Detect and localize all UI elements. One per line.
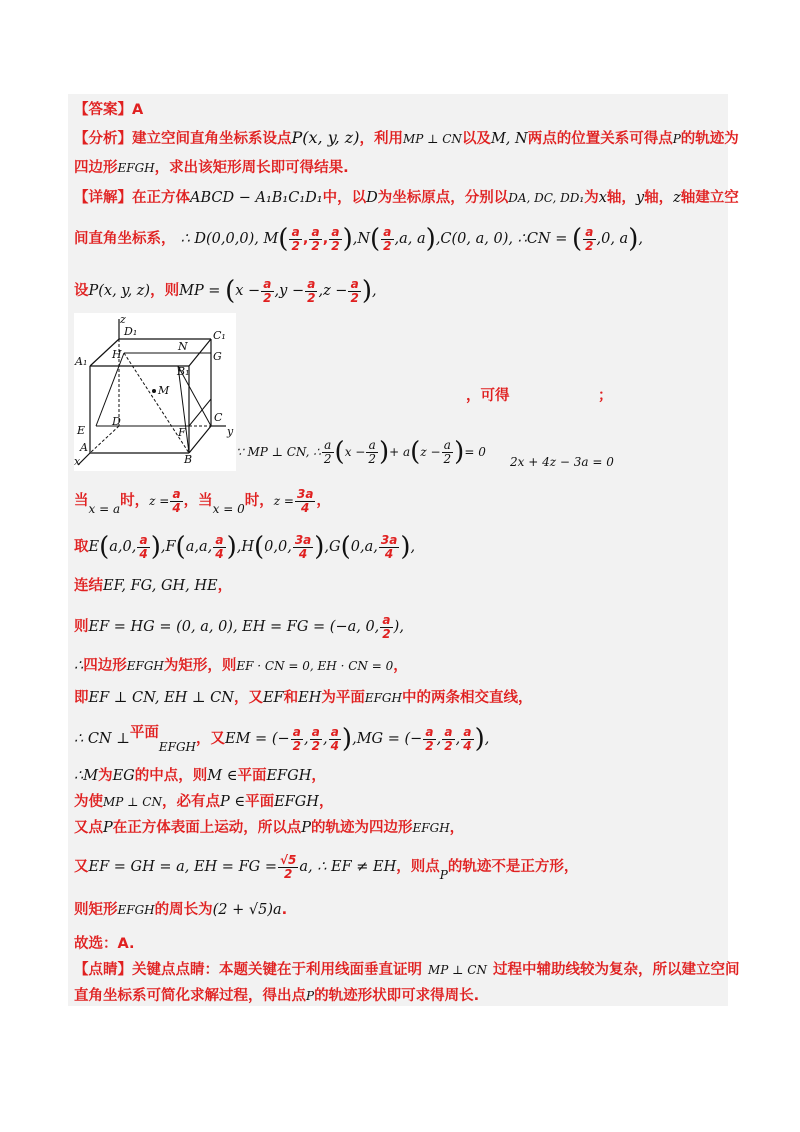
cube-figure <box>74 313 236 471</box>
detail-text: 又 <box>74 859 89 875</box>
comment-text: 过程中辅助线较为复杂，所以建立空间 <box>492 962 740 978</box>
analysis-text: 的轨迹为 <box>680 131 739 147</box>
point-p: P(x, y, z) <box>88 283 151 299</box>
detail-text: ， <box>316 493 331 509</box>
detail-tag: 【详解】 <box>74 190 132 206</box>
detail-line-3: 设P(x, y, z)，则MP = (x − $\frac{a}{2}$ ,y − $\frac{a}{2}$ ,z − $\frac{a}{2}$ ), <box>74 276 377 306</box>
detail-text: 则 <box>74 619 89 635</box>
point-p: P <box>672 132 681 146</box>
vector-mg: MG = (− <box>356 731 423 747</box>
need-line <box>74 792 333 812</box>
mp-perp-cn: MP ⊥ CN <box>103 795 162 809</box>
vector-values: EF = HG = (0, a, 0), EH = FG = (−a, 0, <box>88 619 380 635</box>
answer-tag: 【答案】 <box>74 102 132 118</box>
detail-text: ，当 <box>183 493 213 509</box>
detail-text: ， <box>217 578 233 594</box>
perp-line <box>74 688 532 708</box>
quad-efgh: EFGH <box>266 768 312 784</box>
detail-text: ，又 <box>233 690 263 706</box>
detail-text: 的周长为 <box>154 902 213 918</box>
detail-text: 又点 <box>74 820 103 836</box>
frac-a-4: $\frac{a}{4}$ <box>139 532 148 561</box>
dot-products: EF · CN = 0, EH · CN = 0 <box>236 659 394 673</box>
perimeter-line <box>74 900 287 920</box>
n-coords: a, a <box>399 231 426 247</box>
detail-text: 为坐标原点，分别以 <box>377 190 509 206</box>
frac-a-2: $\frac{a}{2}$ <box>382 612 391 641</box>
rect-line <box>74 656 408 676</box>
axes-vectors: DA, DC, DD₁ <box>508 191 585 205</box>
line-ef: EF <box>262 690 284 706</box>
detail-text: 间直角坐标系， <box>74 231 176 247</box>
comment-tag: 【点睛】 <box>74 962 132 978</box>
mp-y: y − <box>279 283 305 299</box>
segment-eg: EG <box>112 768 135 784</box>
detail-text: ，必有点 <box>161 794 220 810</box>
perimeter-value: (2 + √5)a <box>212 902 282 918</box>
analysis-text: 两点的位置关系可得点 <box>527 131 673 147</box>
detail-text: ，可得 <box>466 388 510 404</box>
analysis-text: 建立空间直角坐标系设点 <box>132 131 292 147</box>
answer-line <box>74 100 143 120</box>
quad-efgh: EFGH <box>158 740 197 754</box>
detail-text: 时， <box>244 493 274 509</box>
lengths-line <box>74 852 578 882</box>
midpoint-line <box>74 766 326 786</box>
comment-text: 的轨迹形状即可求得周长. <box>314 988 480 1004</box>
detail-text: 轴建立空 <box>680 190 739 206</box>
detail-text: 轴， <box>644 190 674 206</box>
detail-text: ， <box>393 658 408 674</box>
take-line: 取E(a,0, $\frac{a}{4}$ ),F(a,a, $\frac{a}{4}$ ),H(0,0, $\frac{3a}{4}$ ),G(0,a, $\frac{3a}{4}$ ), <box>74 532 416 562</box>
fig-label: B₁ <box>177 365 190 378</box>
detail-text: 为矩形，则 <box>163 658 237 674</box>
fig-label: x <box>74 455 81 468</box>
eq-part: x − <box>344 445 366 459</box>
frac-a-2: $\frac{a}{2}$ <box>350 276 359 305</box>
quad-efgh: EFGH <box>126 659 164 673</box>
frac-a-2: $\frac{a}{2}$ <box>585 224 594 253</box>
point-n: N <box>357 231 371 247</box>
frac-a-2: $\frac{a}{2}$ <box>291 224 300 253</box>
comment-text: 关键点点睛：本题关键在于利用线面垂直证明 <box>132 962 422 978</box>
fig-label: M <box>158 384 170 397</box>
x-eq-0: x = 0 <box>212 502 245 516</box>
detail-text: 中的两条相交直线， <box>401 690 533 706</box>
mp-perp-cn: MP ⊥ CN <box>402 132 462 146</box>
connect-line <box>74 576 232 596</box>
detail-text: 的中点，则 <box>134 768 208 784</box>
frac-a-2: $\frac{a}{2}$ <box>311 724 320 753</box>
point-p: P <box>306 989 315 1003</box>
detail-text: ， <box>449 820 465 836</box>
vector-em: EM = (− <box>225 731 290 747</box>
detail-text: . <box>281 902 288 918</box>
perp-relations: EF ⊥ CN, EH ⊥ CN <box>88 690 234 706</box>
point-p: P(x, y, z) <box>291 128 360 147</box>
fig-label: A₁ <box>75 355 88 368</box>
coords-d: ∴ D(0,0,0), M <box>180 231 279 247</box>
fig-label: G <box>213 350 222 363</box>
line-eh: EH <box>298 690 322 706</box>
detail-text: 在正方体表面上运动，所以点 <box>112 820 302 836</box>
plane-eq: 2x + 4z − 3a = 0 <box>510 455 614 469</box>
detail-text: 平面 <box>245 794 275 810</box>
therefore: ∴ <box>74 658 84 674</box>
detail-text: ，又 <box>196 731 226 747</box>
point-g: G <box>329 539 341 555</box>
z-eq: z = <box>273 494 294 508</box>
detail-text: 为 <box>584 190 599 206</box>
length-compare: a, ∴ EF ≠ EH <box>299 859 397 875</box>
detail-text: 为平面 <box>321 690 365 706</box>
analysis-tag: 【分析】 <box>74 131 132 147</box>
detail-line-2: 间直角坐标系， ∴ D(0,0,0), M( $\frac{a}{2}$ , $\frac{a}{2}$ , $\frac{a}{2}$ ),N( $\frac{a}{2}$ ,a, a),C(0, a, 0), ∴CN = ( $\frac{a}{2}$ ,0, a), <box>74 224 643 254</box>
quad-efgh: EFGH <box>364 691 402 705</box>
m-in: M ∈ <box>207 768 238 784</box>
fig-label: F <box>178 426 186 439</box>
comment-text: 直角坐标系可简化求解过程，得出点 <box>74 988 306 1004</box>
fig-label: z <box>120 313 126 326</box>
analysis-text: ，利用 <box>359 131 403 147</box>
analysis-text: 四边形 <box>74 160 118 176</box>
analysis-text: ，求出该矩形周长即可得结果. <box>154 160 349 176</box>
point-h: H <box>241 539 254 555</box>
length-values: EF = GH = a, EH = FG = <box>88 859 277 875</box>
detail-text: 在正方体 <box>132 190 190 206</box>
perp-equation: ∵ MP ⊥ CN, ∴ $\frac{a}{2}$ (x − $\frac{a}{2}$ )+ a(z − $\frac{a}{2}$ )= 0 <box>236 437 486 467</box>
detail-text: 连结 <box>74 578 103 594</box>
point-p: P <box>103 820 113 836</box>
fig-label: N <box>178 340 188 353</box>
frac-a-2: $\frac{a}{2}$ <box>323 437 332 466</box>
plane-equation <box>510 452 614 472</box>
frac-3a-4: $\frac{3a}{4}$ <box>380 532 398 561</box>
z-eq: z = <box>149 494 170 508</box>
fig-label: E <box>77 424 86 437</box>
semicolon <box>598 386 613 406</box>
vector-end: ), <box>393 619 404 635</box>
frac-a-2: $\frac{a}{2}$ <box>311 224 320 253</box>
detail-text: ， <box>318 794 334 810</box>
cn-coords: 0, a <box>601 231 629 247</box>
frac-a-2: $\frac{a}{2}$ <box>444 724 453 753</box>
detail-text: 则矩形 <box>74 902 118 918</box>
frac-a-4: $\frac{a}{4}$ <box>463 724 472 753</box>
origin-d: D <box>366 190 378 206</box>
plane-line: ∴ CN ⊥平面$_{EFGH}$，又EM = (− $\frac{a}{2}$ , $\frac{a}{2}$ , $\frac{a}{4}$ ),MG = (− $\frac{a}{2}$ , $\frac{a}{2}$ , $\frac{a}{4}$ ), <box>74 724 490 754</box>
fig-label: y <box>227 425 234 438</box>
coords-c: C(0, a, 0), ∴ <box>440 231 527 247</box>
axis-y: y <box>635 190 645 206</box>
frac-a-2: $\frac{a}{2}$ <box>307 276 316 305</box>
detail-text: 即 <box>74 690 89 706</box>
comment-line-2 <box>74 986 479 1006</box>
keyi-text <box>466 386 510 406</box>
eq-part: z − <box>420 445 441 459</box>
perp-condition: ∵ MP ⊥ CN, ∴ <box>236 445 321 459</box>
analysis-line-2 <box>74 158 349 178</box>
detail-text: 和 <box>283 690 299 706</box>
fig-label: H <box>112 348 122 361</box>
quad-efgh: EFGH <box>117 903 155 917</box>
vector-cn: CN <box>526 231 551 247</box>
frac-a-2: $\frac{a}{2}$ <box>368 437 376 466</box>
detail-text: 的轨迹不是正方形， <box>447 859 579 875</box>
detail-text: ，则点 <box>396 859 440 875</box>
quad-efgh: EFGH <box>274 794 319 810</box>
detail-text: 为使 <box>74 794 103 810</box>
detail-text: 中，以 <box>322 190 367 206</box>
fig-label: C₁ <box>213 329 226 342</box>
comment-line-1 <box>74 960 739 980</box>
axis-z: z <box>673 190 681 206</box>
detail-line-1 <box>74 188 739 208</box>
analysis-text: 以及 <box>461 131 491 147</box>
fig-label: B <box>184 453 193 466</box>
quad-efgh: EFGH <box>412 821 450 835</box>
point-e: E <box>88 539 100 555</box>
p-in: P ∈ <box>219 794 246 810</box>
detail-text: 平面 <box>237 768 267 784</box>
frac-a-2: $\frac{a}{2}$ <box>383 224 392 253</box>
choice-text: 故选：A. <box>74 936 135 952</box>
point-p: P <box>301 820 312 836</box>
frac-a-4: $\frac{a}{4}$ <box>172 486 181 515</box>
frac-a-2: $\frac{a}{2}$ <box>292 724 301 753</box>
surface-line <box>74 818 464 838</box>
frac-a-2: $\frac{a}{2}$ <box>263 276 272 305</box>
frac-a-4: $\frac{a}{4}$ <box>330 724 339 753</box>
fig-label: A <box>80 441 88 454</box>
detail-text: 取 <box>74 539 89 555</box>
fig-label: D <box>112 415 121 428</box>
detail-text: ， <box>311 768 326 784</box>
point-f: F <box>165 539 176 555</box>
frac-3a-4: $\frac{3a}{4}$ <box>296 486 314 515</box>
detail-text: ； <box>598 388 613 404</box>
point-m: M <box>83 768 99 784</box>
fig-label: D₁ <box>124 325 138 338</box>
point-p: P <box>439 868 448 882</box>
quad-efgh: EFGH <box>117 161 155 175</box>
point-m-dot <box>152 389 156 393</box>
points-mn: M, N <box>490 131 528 147</box>
eq-part: + a <box>389 445 411 459</box>
detail-text: 轴， <box>606 190 636 206</box>
fig-label: C <box>214 411 223 424</box>
cube-name: ABCD − A₁B₁C₁D₁ <box>190 190 323 206</box>
detail-text: ，则 <box>150 283 180 299</box>
detail-text: 的轨迹为四边形 <box>311 820 413 836</box>
segments: EF, FG, GH, HE <box>103 578 218 594</box>
axis-x: x <box>598 190 607 206</box>
detail-text: 设 <box>74 283 89 299</box>
answer-value: A <box>132 102 144 118</box>
vector-mp: MP <box>179 283 204 299</box>
frac-a-2: $\frac{a}{2}$ <box>443 437 452 466</box>
therefore: ∴ <box>74 768 84 784</box>
detail-text: 当 <box>74 493 89 509</box>
cube-diagram <box>74 313 236 471</box>
x-eq-a: x = a <box>88 502 121 516</box>
mp-x: x − <box>235 283 261 299</box>
frac-3a-4: $\frac{3a}{4}$ <box>294 532 312 561</box>
frac-a-4: $\frac{a}{4}$ <box>215 532 224 561</box>
choose-line <box>74 934 135 954</box>
analysis-line-1 <box>74 128 739 149</box>
frac-a-2: $\frac{a}{2}$ <box>331 224 340 253</box>
detail-text: 四边形 <box>83 658 127 674</box>
detail-text: 时， <box>120 493 150 509</box>
cn-perp: ∴ CN ⊥ <box>74 731 130 747</box>
frac-sqrt5-2: $\frac{√5}{2}$ <box>279 852 297 881</box>
vectors-line <box>74 612 404 642</box>
detail-text: 为 <box>98 768 113 784</box>
mp-z: z − <box>323 283 348 299</box>
mp-perp-cn: MP ⊥ CN <box>428 963 487 977</box>
frac-a-2: $\frac{a}{2}$ <box>425 724 434 753</box>
when-line <box>74 486 331 516</box>
eq-part: = 0 <box>464 445 486 459</box>
detail-text: 平面 <box>129 725 159 741</box>
